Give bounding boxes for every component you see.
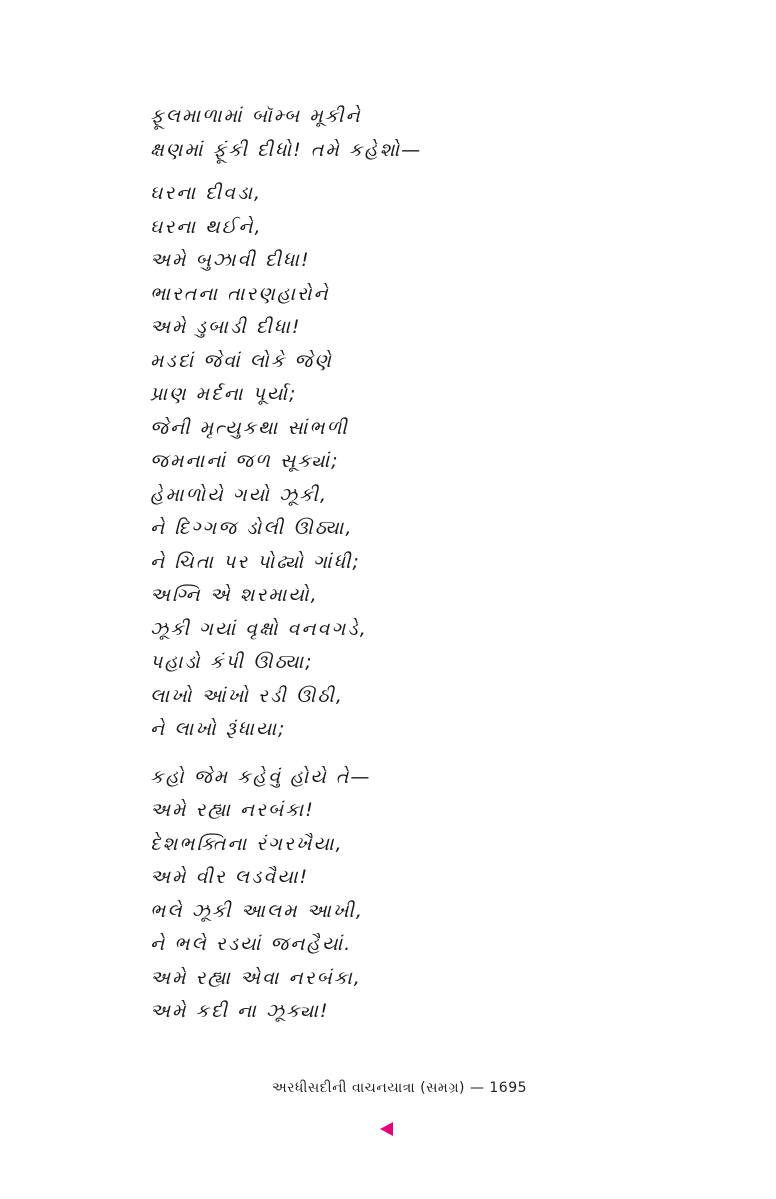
- poem-line: કહો જેમ કહેવું હોયે તે—: [150, 765, 372, 788]
- poem-line: અમે રહ્યા નરબંકા!: [150, 799, 315, 821]
- poem-line: ક્ષણમાં ફૂંકી દીધો! તમે કહેશો—: [150, 138, 423, 161]
- poem-line: ઘરના થઈને,: [150, 215, 263, 238]
- poem-line: મડદાં જેવાં લોકે જેણે: [150, 349, 333, 372]
- poem-line: દેશભક્તિના રંગરખૈયા,: [150, 832, 344, 855]
- page-footer: અરધીસદીની વાચનયાત્રા (સમગ્ર) — 1695: [272, 1080, 528, 1096]
- poem-line: અમે ડુબાડી દીધા!: [150, 316, 302, 338]
- poem-line: જેની મૃત્યુકથા સાંભળી: [150, 416, 349, 439]
- poem-line: અગ્નિ એ શરમાયો,: [150, 584, 319, 606]
- poem-line: લાખો આંખો રડી ઊઠી,: [150, 684, 344, 707]
- poem-line: ને ચિતા પર પોઢ્યો ગાંધી;: [150, 550, 361, 573]
- poem-line: ઘરના દીવડા,: [150, 182, 263, 204]
- poem-line: ભલે ઝૂકી આલમ આખી,: [150, 899, 364, 922]
- poem-line: ને ભલે રડયાં જનહૈયાં.: [150, 933, 353, 955]
- poem-line: ને દિગ્ગજ ડોલી ઊઠ્યા,: [150, 517, 354, 539]
- poem-line: અમે વીર લડવૈયા!: [150, 866, 310, 888]
- poem-line: પ્રાણ મર્દના પૂર્યા;: [150, 383, 298, 405]
- poem-line: ફૂલમાળામાં બૉમ્બ મૂકીને: [150, 105, 362, 127]
- poem-line: ભારતના તારણહારોને: [150, 282, 330, 305]
- poem-line: અમે રહ્યા એવા નરબંકા,: [150, 966, 362, 989]
- poem-line: હેમાળોયે ગયો ઝૂકી,: [150, 483, 328, 506]
- poem-line: પહાડો કંપી ઊઠ્યા;: [150, 651, 314, 673]
- poem-line: અમે કદી ના ઝૂક્યા!: [150, 1000, 330, 1022]
- poem: [150, 100, 710, 1029]
- poem-line: ઝૂકી ગયાં વૃક્ષો વનવગડે,: [150, 617, 368, 640]
- poem-stanza: [150, 177, 710, 747]
- poem-stanza: [150, 761, 710, 1029]
- poem-stanza: [150, 100, 710, 167]
- poem-line: ને લાખો રૂંધાયા;: [150, 718, 287, 740]
- poem-line: જમનાનાં જળ સૂક્યાં;: [150, 450, 340, 472]
- left-triangle-icon: [380, 1122, 393, 1136]
- poem-line: અમે બુઝાવી દીધા!: [150, 249, 311, 271]
